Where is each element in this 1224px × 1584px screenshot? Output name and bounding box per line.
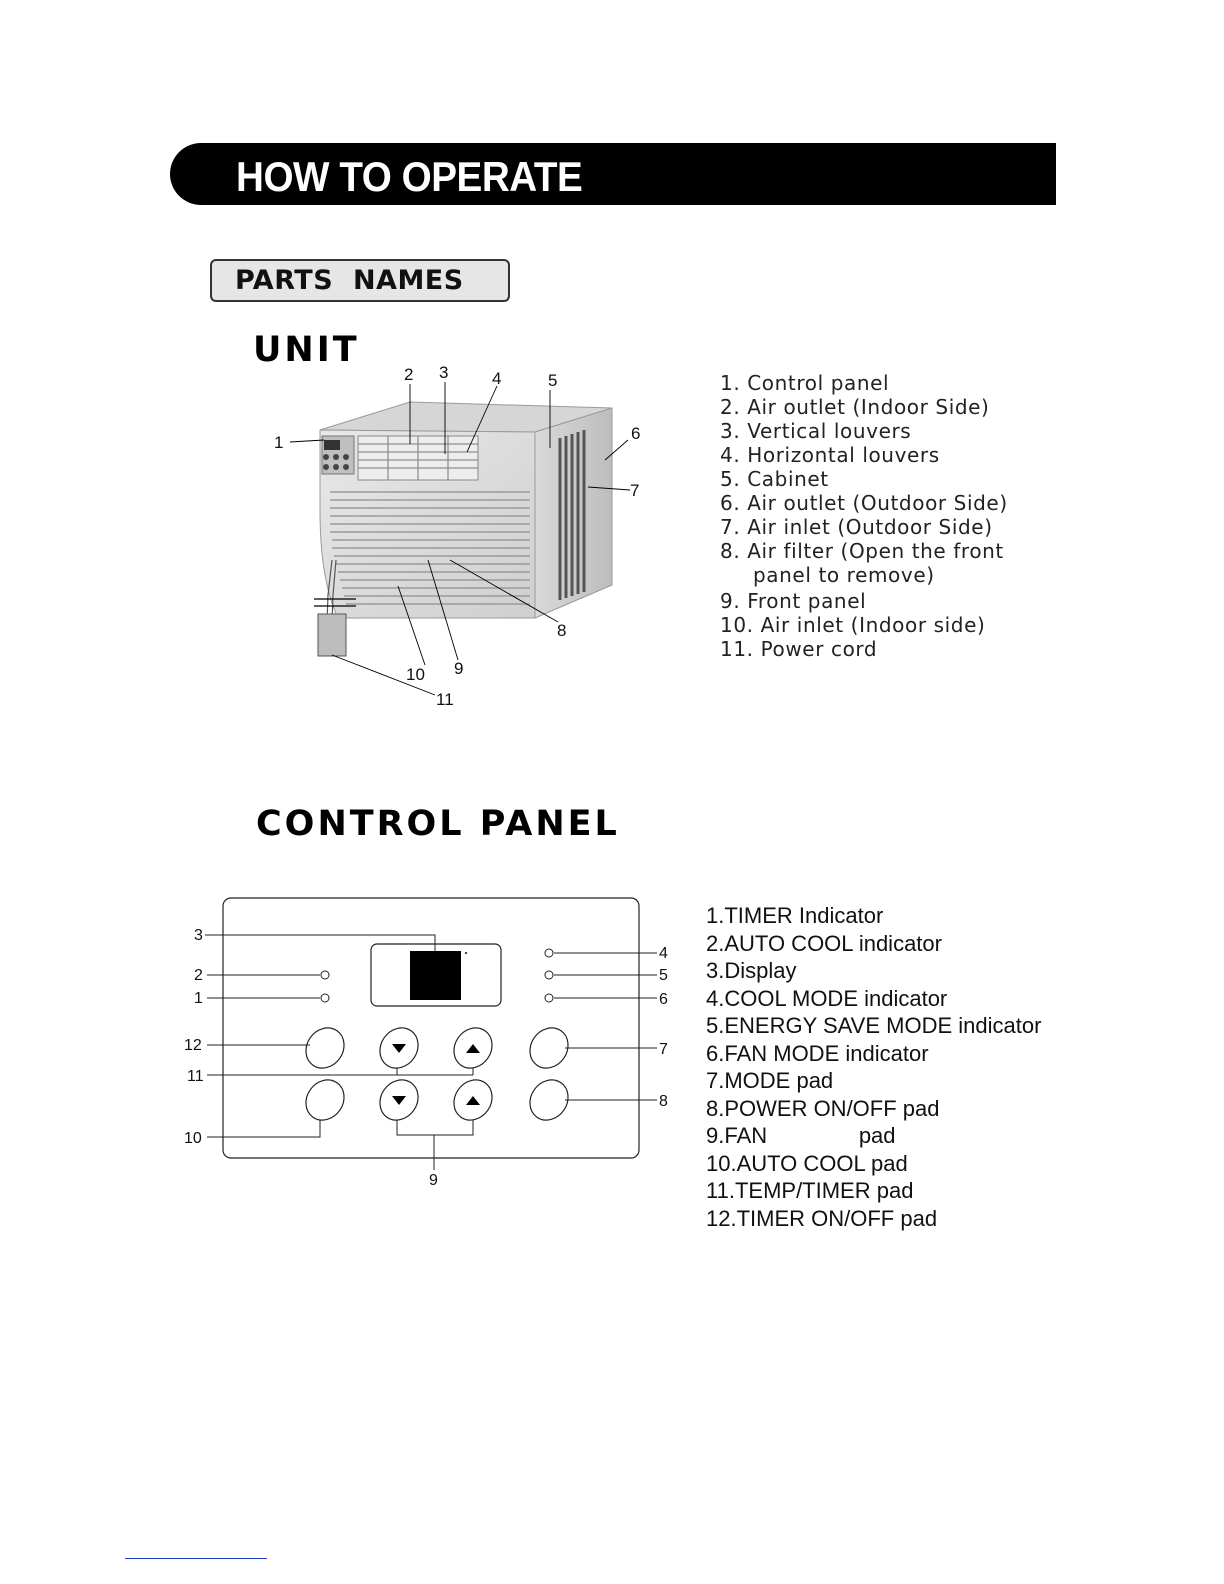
unit-part-item: 4. Horizontal louvers <box>720 443 940 467</box>
unit-callout-8: 8 <box>557 621 567 640</box>
energy-save-mode-indicator <box>545 971 553 979</box>
cp-part-item: 2.AUTO COOL indicator <box>706 930 942 956</box>
cp-callout-6: 6 <box>659 991 668 1008</box>
unit-callout-7: 7 <box>630 481 640 500</box>
unit-part-item: 9. Front panel <box>720 589 867 613</box>
unit-callout-11: 11 <box>436 690 454 709</box>
unit-part-item: 7. Air inlet (Outdoor Side) <box>720 515 993 539</box>
timer-indicator <box>321 994 329 1002</box>
unit-illustration <box>260 360 660 720</box>
panel-outline <box>223 898 639 1158</box>
cp-callout-1: 1 <box>194 990 203 1007</box>
cp-part-item: 10.AUTO COOL pad <box>706 1150 908 1176</box>
power-plug <box>318 614 346 656</box>
timer-on-off-pad[interactable] <box>298 1020 352 1075</box>
unit-part-item: 8. Air filter (Open the front <box>720 539 1004 563</box>
unit-part-item: 10. Air inlet (Indoor side) <box>720 613 986 637</box>
unit-callout-3: 3 <box>439 363 449 382</box>
cp-part-item: 5.ENERGY SAVE MODE indicator <box>706 1013 1042 1038</box>
unit-part-item-continuation: panel to remove) <box>753 563 935 587</box>
cp-part-item: 11.TEMP/TIMER pad <box>706 1178 914 1203</box>
cp-part-item: 3.Display <box>706 958 797 983</box>
cp-callout-8: 8 <box>659 1093 668 1110</box>
unit-part-item: 6. Air outlet (Outdoor Side) <box>720 491 1008 515</box>
control-panel-diagram <box>175 890 685 1200</box>
control-panel-heading: CONTROL PANEL <box>256 804 620 844</box>
cp-callout-3: 3 <box>194 927 203 944</box>
unit-callout-1: 1 <box>274 433 284 452</box>
auto-cool-indicator <box>321 971 329 979</box>
section-label: PARTS NAMES <box>235 265 464 296</box>
cp-part-item: 9.FAN pad <box>706 1123 896 1148</box>
cp-part-item: 4.COOL MODE indicator <box>706 985 948 1011</box>
unit-part-item: 11. Power cord <box>720 637 878 661</box>
display <box>410 951 461 1000</box>
unit-part-item: 3. Vertical louvers <box>720 419 912 443</box>
unit-part-item: 2. Air outlet (Indoor Side) <box>720 395 990 419</box>
cp-callout-11: 11 <box>187 1068 204 1085</box>
cp-callout-10: 10 <box>184 1130 202 1147</box>
footer-divider <box>125 1558 267 1559</box>
cp-part-item: 8.POWER ON/OFF pad <box>706 1095 940 1121</box>
cp-part-item: 6.FAN MODE indicator <box>706 1040 929 1066</box>
auto-cool-pad[interactable] <box>298 1072 352 1127</box>
fan-mode-indicator <box>545 994 553 1002</box>
cp-callout-5: 5 <box>659 967 668 984</box>
unit-callout-10: 10 <box>406 665 425 684</box>
page-title: HOW TO OPERATE <box>236 153 583 200</box>
unit-part-item: 5. Cabinet <box>720 467 829 491</box>
unit-callout-6: 6 <box>631 424 641 443</box>
unit-part-item: 1. Control panel <box>720 371 890 395</box>
unit-callout-2: 2 <box>404 365 414 384</box>
cp-part-item: 12.TIMER ON/OFF pad <box>706 1205 938 1231</box>
cp-callout-12: 12 <box>184 1037 202 1054</box>
unit-callout-5: 5 <box>548 371 558 390</box>
cp-callout-9: 9 <box>429 1172 438 1189</box>
cp-part-item: 7.MODE pad <box>706 1068 834 1093</box>
cp-callout-2: 2 <box>194 967 203 984</box>
cool-mode-indicator <box>545 949 553 957</box>
unit-parts-list <box>720 371 1008 661</box>
unit-heading: UNIT <box>253 330 360 370</box>
section-label-box <box>210 259 510 302</box>
cp-part-item: 1.TIMER Indicator <box>706 903 884 928</box>
page-header-banner <box>170 143 1056 205</box>
control-panel-parts-list <box>706 902 1041 1232</box>
cp-callout-7: 7 <box>659 1041 668 1058</box>
unit-callout-9: 9 <box>454 659 464 678</box>
unit-callout-4: 4 <box>492 369 502 388</box>
cp-callout-4: 4 <box>659 945 668 962</box>
